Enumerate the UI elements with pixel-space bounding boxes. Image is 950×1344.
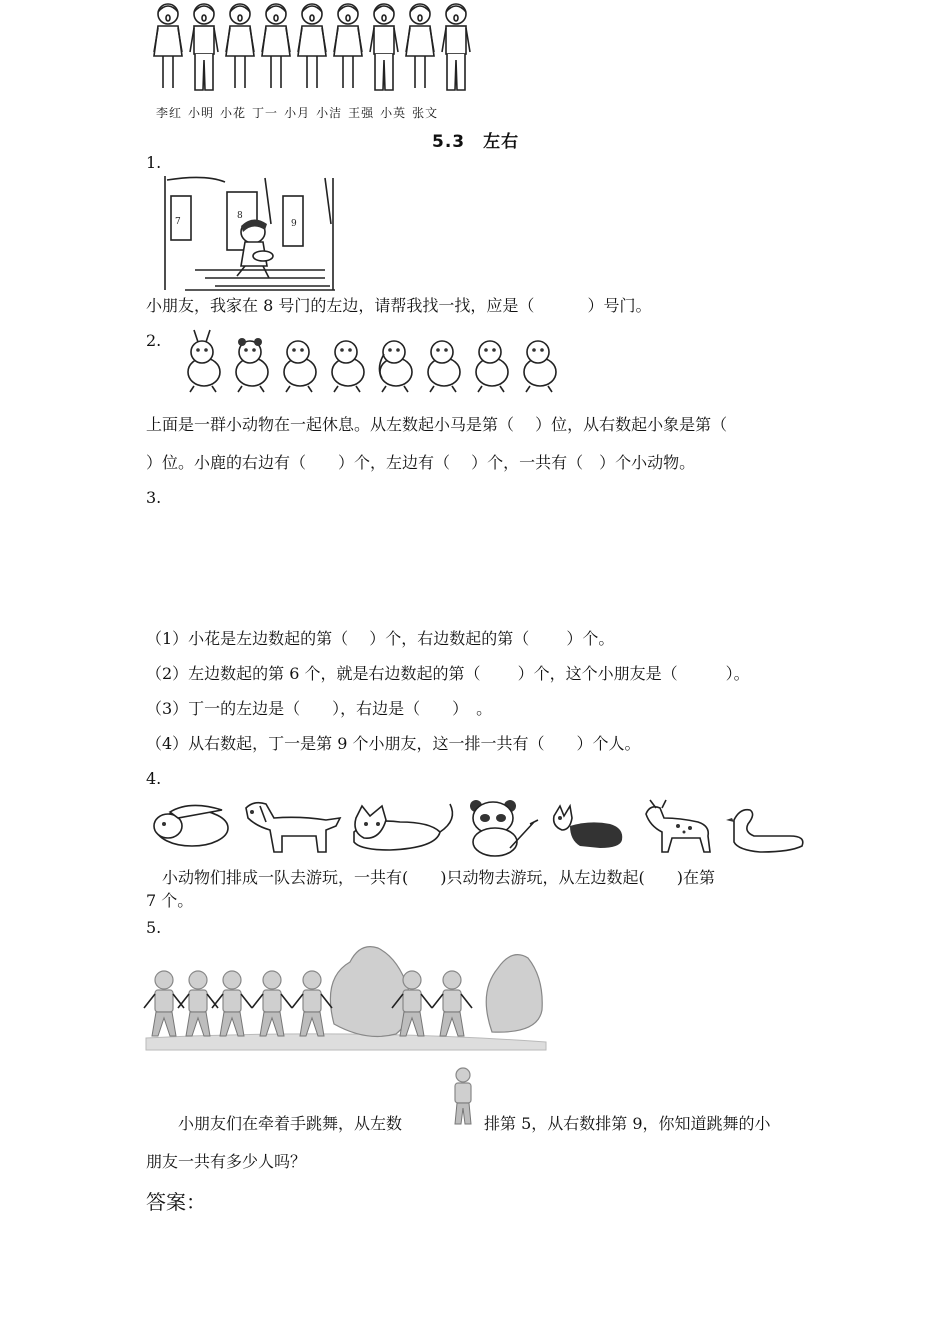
small-child-icon	[450, 1066, 476, 1126]
child-figure	[442, 4, 470, 90]
child-name: 小英	[380, 106, 407, 120]
doors-illustration	[165, 174, 337, 292]
child-figure	[334, 4, 362, 88]
q3-item-2: （2）左边数起的第 6 个，就是右边数起的第（ ）个，这个小朋友是（ ）。	[146, 664, 750, 683]
frog-icon	[428, 341, 460, 392]
dancing-child	[212, 971, 252, 1036]
swan-icon	[726, 810, 803, 852]
cat-icon	[476, 341, 508, 392]
q2-number: 2.	[146, 331, 162, 350]
horse-icon	[332, 341, 364, 392]
deer-icon	[646, 800, 710, 852]
animals-line-illustration	[150, 796, 810, 858]
q1-text: 小朋友，我家在 8 号门的左边，请帮我找一找，应是（ ）号门。	[146, 296, 652, 315]
child-name: 王强	[348, 106, 375, 120]
child-figure	[406, 4, 434, 88]
q5-line1b: 排第 5，从右数排第 9，你知道跳舞的小	[484, 1114, 771, 1133]
child-name: 李红	[156, 106, 183, 120]
fox-icon	[554, 806, 623, 848]
animals-rest-illustration	[182, 332, 582, 396]
door-number: 8	[237, 211, 243, 221]
q4-number: 4.	[146, 769, 162, 788]
child-figure	[154, 4, 182, 88]
deer-icon	[284, 341, 316, 392]
dog-icon	[246, 803, 340, 852]
child-name: 张文	[412, 106, 439, 120]
dancing-child	[292, 971, 332, 1036]
monkey-icon	[524, 341, 556, 392]
children-names	[156, 104, 444, 121]
q2-line2: ）位。小鹿的右边有（ ）个，左边有（ ）个，一共有（ ）个小动物。	[146, 453, 696, 472]
child-figure	[298, 4, 326, 88]
dancing-child	[432, 971, 472, 1036]
q3-item-4: （4）从右数起，丁一是第 9 个小朋友，这一排一共有（ ）个人。	[146, 734, 641, 753]
dancing-children-illustration	[146, 938, 546, 1050]
rabbit-icon	[154, 805, 228, 846]
panda-icon	[236, 338, 268, 392]
q4-line2: 7 个。	[146, 891, 194, 910]
dancing-child	[252, 971, 292, 1036]
q3-item-1: （1）小花是左边数起的第（ ）个，右边数起的第（ ）个。	[146, 629, 615, 648]
child-name: 小洁	[316, 106, 343, 120]
child-figure	[262, 4, 290, 88]
child-figure	[226, 4, 254, 88]
q1-number: 1.	[146, 153, 162, 172]
dancing-child	[178, 971, 218, 1036]
child-figure	[190, 4, 218, 90]
q5-line2: 朋友一共有多少人吗？	[146, 1152, 307, 1171]
dancing-child	[144, 971, 184, 1036]
q5-line1a: 小朋友们在牵着手跳舞，从左数	[146, 1114, 403, 1133]
cat-icon	[354, 804, 452, 850]
q3-item-3: （3）丁一的左边是（ ），右边是（ ） 。	[146, 699, 493, 718]
q4-line1: 小动物们排成一队去游玩，一共有( )只动物去游玩，从左边数起( )在第	[146, 868, 715, 887]
child-name: 小月	[284, 106, 311, 120]
child-name: 小明	[188, 106, 215, 120]
panda-icon	[470, 800, 538, 856]
elephant-icon	[379, 341, 412, 392]
q3-number: 3.	[146, 488, 162, 507]
door-number: 7	[175, 217, 181, 227]
children-row-illustration	[150, 0, 480, 100]
child-name: 丁一	[252, 106, 279, 120]
child-figure	[370, 4, 398, 90]
door-number: 9	[291, 219, 297, 229]
q5-number: 5.	[146, 918, 162, 937]
child-name: 小花	[220, 106, 247, 120]
section-title: 5.3 左右	[432, 132, 520, 152]
rabbit-icon	[188, 330, 220, 392]
answer-label: 答案：	[146, 1190, 206, 1214]
q2-line1: 上面是一群小动物在一起休息。从左数起小马是第（ ）位，从右数起小象是第（	[146, 415, 728, 434]
